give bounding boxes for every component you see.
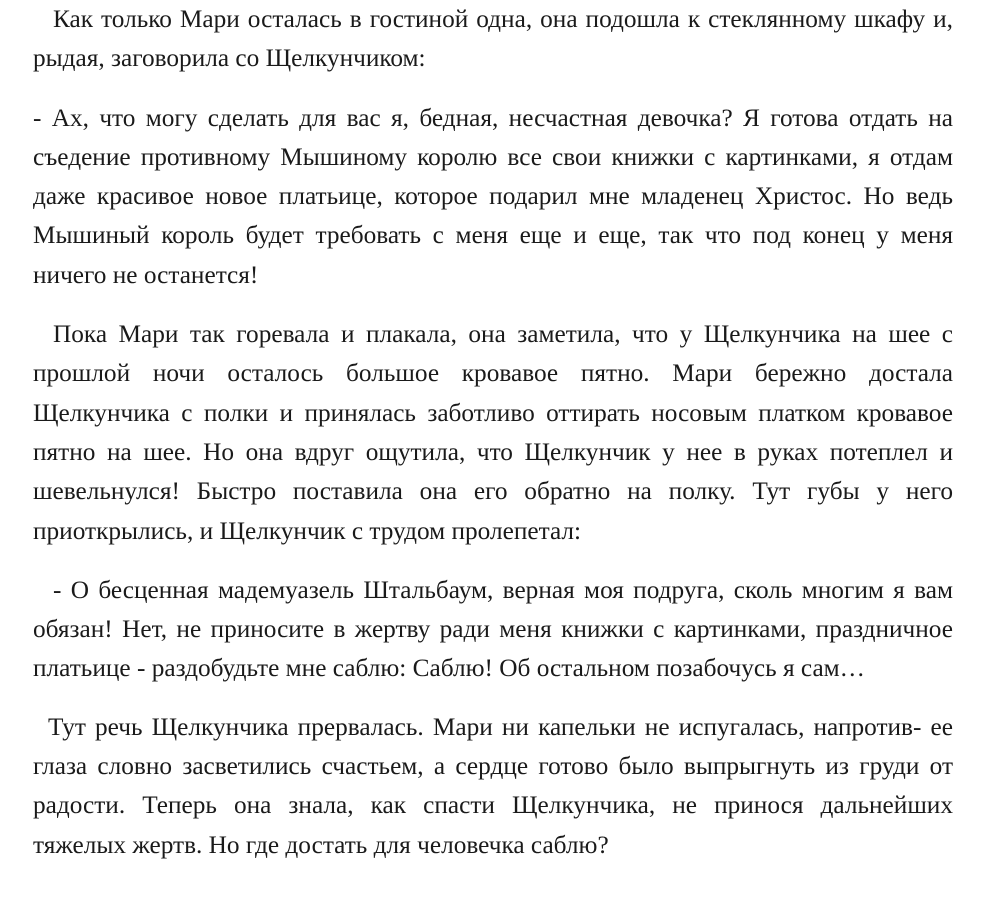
paragraph-4: - О бесценная мадемуазель Штальбаум, верная моя подруга, сколь многим я вам обязан! Нет, не приносите в жертву ради меня книжки с картинками, праздничное платьице - раздобудьте мне саблю: Саблю! Об остальном позабочусь я сам… — [33, 575, 953, 683]
document-page — [33, 0, 953, 865]
paragraph-5: Тут речь Щелкунчика прервалась. Мари ни капельки не испугалась, напротив- ее глаза словно засветились счастьем, а сердце готово было выпрыгнуть из груди от радости. Теперь она знала, как спасти Щелкунчика, не принося дальнейших тяжелых жертв. Но где достать для человечка саблю? — [33, 712, 953, 859]
paragraph-1: Как только Мари осталась в гостиной одна, она подошла к стеклянному шкафу и, рыдая, заговорила со Щелкунчиком: — [33, 5, 953, 73]
paragraph-2: - Ах, что могу сделать для вас я, бедная, несчастная девочка? Я готова отдать на съедение противному Мышиному королю все свои книжки с картинками, я отдам даже красивое новое платьице, которое подарил мне младенец Христос. Но ведь Мышиный король будет требовать с меня еще и еще, так что под конец у меня ничего не останется! — [33, 103, 953, 289]
paragraph-3: Пока Мари так горевала и плакала, она заметила, что у Щелкунчика на шее с прошлой ночи осталось большое кровавое пятно. Мари бережно достала Щелкунчика с полки и принялась заботливо оттирать носовым платком кровавое пятно на шее. Но она вдруг ощутила, что Щелкунчик у нее в руках потеплел и шевельнулся! Быстро поставила она его обратно на полку. Тут губы у него приоткрылись, и Щелкунчик с трудом пролепетал: — [33, 320, 953, 545]
